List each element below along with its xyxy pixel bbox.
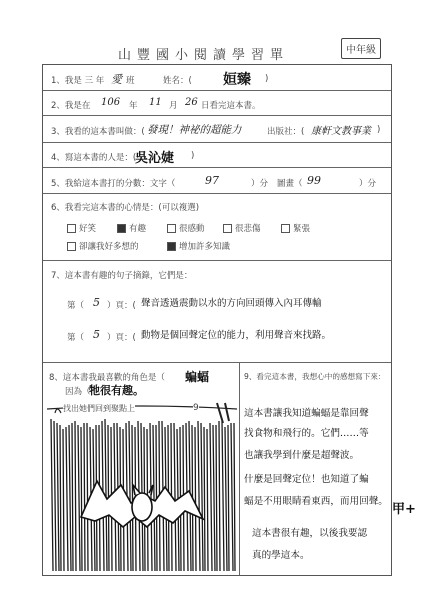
- text-score-close: ）分: [251, 179, 269, 189]
- quote-1-text: 聲音透過震動以水的方向回頭傳入內耳傳輸: [141, 298, 322, 309]
- image-score-label: 圖畫（: [277, 179, 303, 189]
- publisher: 康軒文教事業: [311, 126, 371, 137]
- checked-box-icon: [117, 224, 126, 233]
- date-label: 2、我是在: [51, 101, 91, 111]
- option-knowledge: [167, 240, 230, 252]
- checkbox-icon: [223, 224, 232, 233]
- page-title: 山豐國小閱讀學習單: [118, 48, 290, 63]
- quote-1-prefix: 第（: [67, 301, 85, 311]
- name-label: 姓名：(: [163, 76, 192, 86]
- option-label: 緊張: [293, 224, 311, 234]
- checkbox-icon: [67, 224, 76, 233]
- date-month: 11: [149, 97, 162, 108]
- reason-label: 因為（: [65, 387, 91, 397]
- row-scores: [43, 168, 391, 194]
- publisher-close: ): [377, 125, 381, 135]
- option-sad: [223, 222, 261, 234]
- row-character-and-thoughts: [43, 363, 391, 575]
- name-close: ): [265, 74, 269, 84]
- row-student-info: [43, 65, 391, 91]
- reflection-line-6: 這本書很有趣，以後我要認: [252, 528, 368, 539]
- checkbox-icon: [67, 242, 76, 251]
- worksheet-frame: [42, 64, 392, 576]
- book-title: 發現！神祕的超能力: [147, 124, 242, 136]
- checkbox-icon: [167, 224, 176, 233]
- character-label: 8、這本書我最喜歡的角色是（: [49, 373, 165, 383]
- option-funny: [67, 222, 96, 234]
- score-label: 5、我給這本書打的分數：文字（: [51, 179, 176, 189]
- quote-1-mid: ）頁：(: [107, 301, 136, 311]
- character-drawing: [47, 399, 237, 571]
- bat-drawing-svg: [47, 399, 237, 571]
- date-year: 106: [101, 97, 121, 108]
- row-book-title: [43, 116, 391, 143]
- reflection-line-4: 什麼是回聲定位！也知道了蝙: [244, 474, 369, 485]
- row-quotes: [43, 261, 391, 363]
- reflection-line-3: 也讓我學到什麼是超聲波。: [244, 450, 360, 461]
- author-close: ): [191, 151, 195, 161]
- reflection-label: 9、看完這本書，我想心中的感想寫下來：: [244, 372, 386, 381]
- student-name: 姮臻: [223, 72, 251, 88]
- quote-2-page: 5: [93, 328, 100, 341]
- option-tense: [281, 222, 310, 234]
- option-interesting: [117, 222, 146, 234]
- image-score-close: ）分: [359, 179, 377, 189]
- favorite-character-section: [43, 363, 239, 575]
- image-score: 99: [307, 174, 321, 187]
- reflection-line-5: 蝠是不用眼睛看東西，而用回聲。: [244, 496, 388, 507]
- drawing-caption: 找出她們回到聚點上: [63, 404, 135, 413]
- text-score: 97: [205, 174, 219, 187]
- teacher-grade-mark: 甲+: [392, 502, 416, 517]
- reflection-section: [240, 363, 391, 575]
- date-day: 26: [185, 97, 198, 108]
- option-thoughtful: [67, 240, 139, 252]
- quote-2-text: 動物是個回聲定位的能力，利用聲音來找路。: [141, 330, 332, 341]
- option-label: 卻讓我好多想的: [79, 242, 139, 252]
- row-author: [43, 143, 391, 168]
- option-moved: [167, 222, 205, 234]
- author-label: 4、寫這本書的人是：(: [51, 153, 137, 163]
- option-label: 有趣: [129, 224, 147, 234]
- checkbox-icon: [281, 224, 290, 233]
- option-label: 好笑: [79, 224, 97, 234]
- class-label: 1、我是 三 年: [51, 76, 105, 86]
- option-label: 很悲傷: [235, 224, 261, 234]
- reason-text: 牠很有趣。: [89, 384, 144, 397]
- option-label: 增加許多知識: [179, 242, 231, 252]
- date-day-unit: 日看完這本書。: [201, 101, 261, 111]
- checked-box-icon: [167, 242, 176, 251]
- option-label: 很感動: [179, 224, 205, 234]
- author-name: 吳沁婕: [135, 151, 175, 166]
- quote-2-prefix: 第（: [67, 333, 85, 343]
- book-title-label: 3、我看的這本書叫做：(: [51, 127, 145, 137]
- quote-2-mid: ）頁：(: [107, 333, 136, 343]
- date-year-unit: 年: [129, 101, 138, 111]
- quotes-label: 7、這本書有趣的句子摘錄，它們是：: [51, 271, 193, 281]
- class-value: 愛: [111, 73, 122, 86]
- row-date: [43, 91, 391, 116]
- character-name: 蝙蝠: [185, 370, 210, 384]
- publisher-label: 出版社：(: [267, 127, 305, 137]
- date-month-unit: 月: [169, 101, 178, 111]
- reflection-line-7: 真的學這本。: [252, 550, 310, 561]
- feelings-label: 6、我看完這本書的心情是：(可以複選): [51, 203, 200, 213]
- row-feelings: [43, 194, 391, 261]
- reflection-line-2: 找食物和飛行的。它們……等: [244, 428, 369, 439]
- grade-level-badge: 中年級: [341, 38, 381, 59]
- class-suffix: 班: [126, 76, 135, 86]
- reflection-line-1: 這本書讓我知道蝙蝠是靠回聲: [244, 408, 369, 419]
- quote-1-page: 5: [93, 296, 100, 309]
- drawing-tag: 9: [193, 403, 199, 413]
